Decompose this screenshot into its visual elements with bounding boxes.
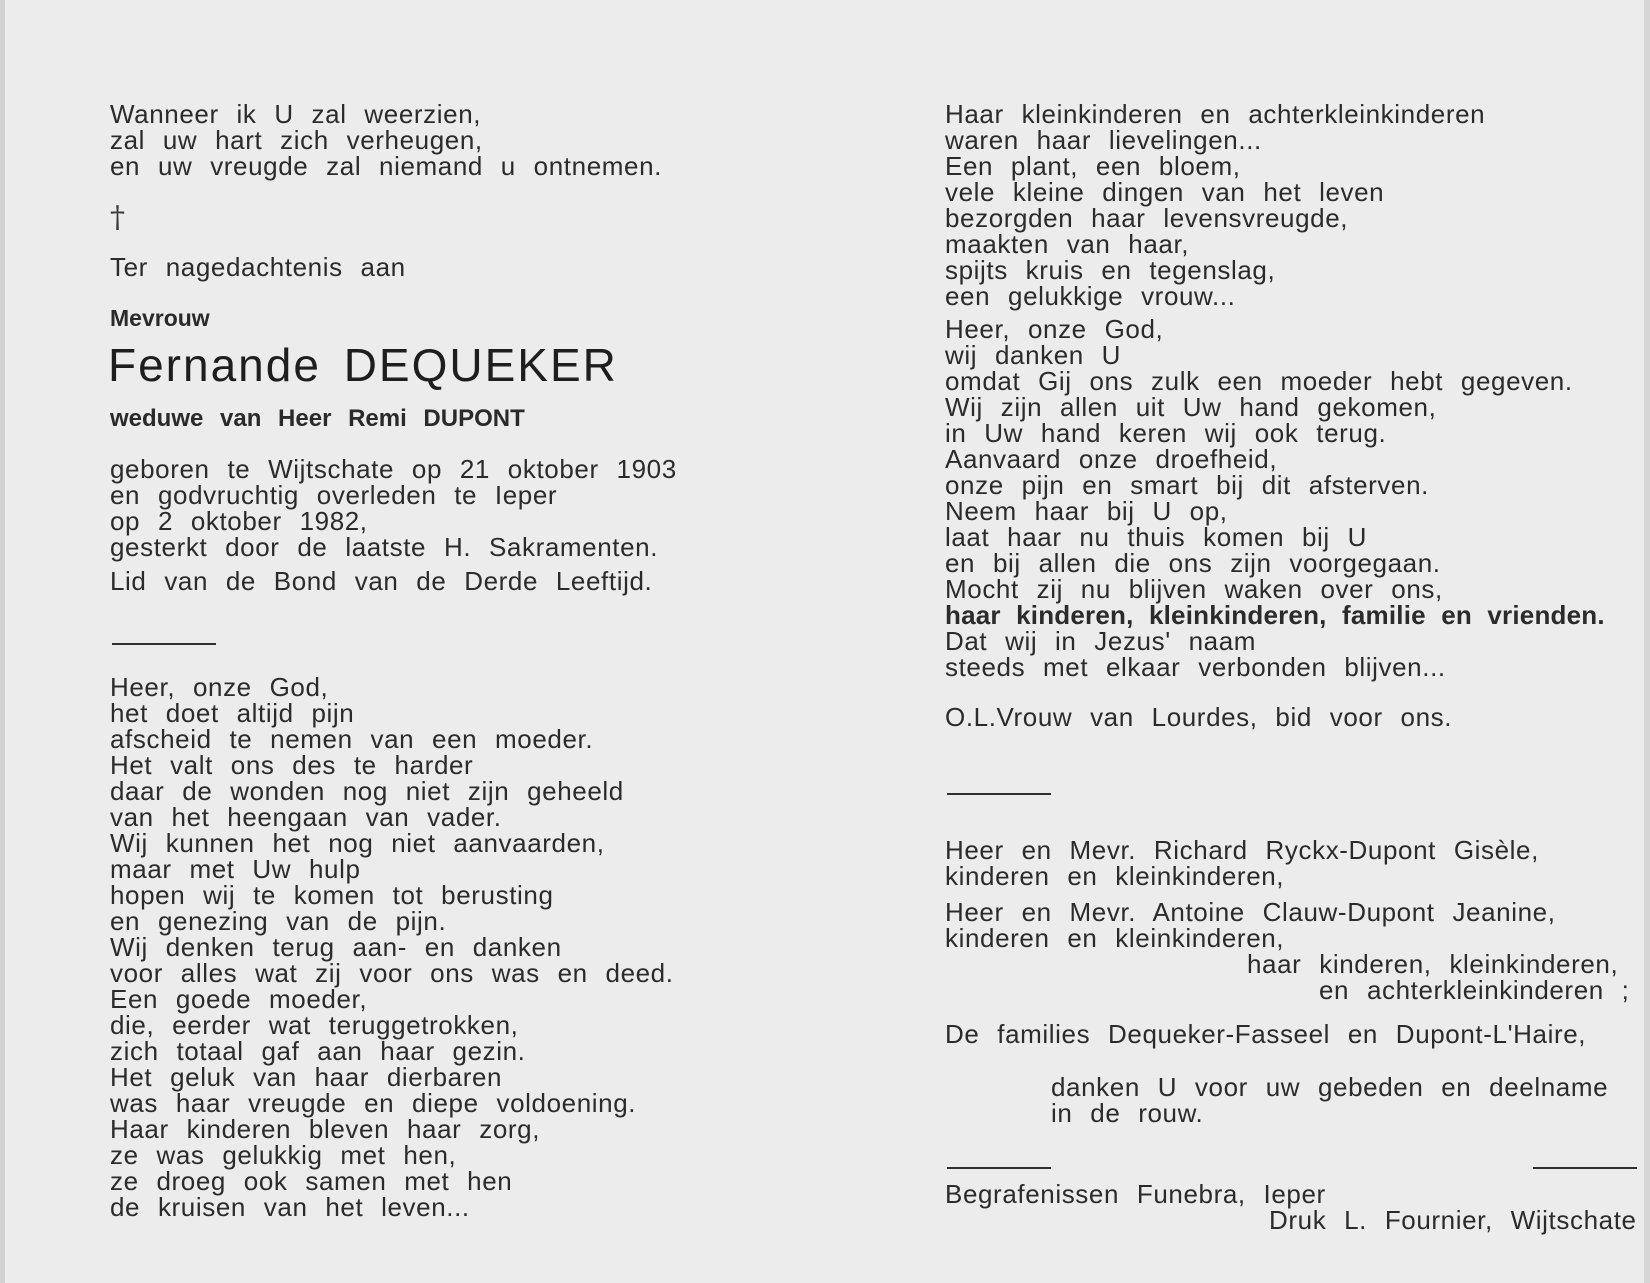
epigraph-line: en uw vreugde zal niemand u ontnemen. [110,151,662,181]
prayer-line: ze droeg ook samen met hen [110,1166,513,1196]
stanza-line: Haar kleinkinderen en achterkleinkinderen [945,99,1486,129]
stanza-line: wij danken U [945,340,1122,370]
stanza-line: Mocht zij nu blijven waken over ons, [945,574,1443,604]
family-line: haar kinderen, kleinkinderen, [1247,949,1619,979]
stanza-line: Een plant, een bloem, [945,151,1241,181]
stanza-line: waren haar lievelingen... [945,125,1262,155]
divider [947,1167,1051,1169]
prayer-line: Haar kinderen bleven haar zorg, [110,1114,541,1144]
prayer-line: de kruisen van het leven... [110,1192,470,1222]
prayer-line: en genezing van de pijn. [110,906,447,936]
prayer-line: daar de wonden nog niet zijn geheeld [110,776,624,806]
salutation: Mevrouw [110,305,210,331]
prayer-line: was haar vreugde en diepe voldoening. [110,1088,637,1118]
prayer-line: ze was gelukkig met hen, [110,1140,457,1170]
prayer-line: Wij denken terug aan- en danken [110,932,562,962]
thanks-line: danken U voor uw gebeden en deelname [1051,1072,1609,1102]
divider [947,793,1051,795]
epigraph-line: Wanneer ik U zal weerzien, [110,99,482,129]
prayer-line: maar met Uw hulp [110,854,361,884]
family-line: Heer en Mevr. Richard Ryckx-Dupont Gisèle, [945,835,1539,865]
prayer-line: Heer, onze God, [110,672,329,702]
prayer-line: Het valt ons des te harder [110,750,474,780]
prayer-line: Een goede moeder, [110,984,368,1014]
prayer-line: Het geluk van haar dierbaren [110,1062,503,1092]
stanza-line: in Uw hand keren wij ook terug. [945,418,1387,448]
deceased-name: Fernande DEQUEKER [108,339,618,391]
prayer-line: die, eerder wat teruggetrokken, [110,1010,519,1040]
life-line: gesterkt door de laatste H. Sakramenten. [110,532,659,562]
stanza-bold-line: haar kinderen, kleinkinderen, familie en vrienden. [945,600,1605,630]
membership-line: Lid van de Bond van de Derde Leeftijd. [110,566,653,596]
divider [1533,1167,1637,1169]
stanza-line: Neem haar bij U op, [945,496,1228,526]
stanza-line: Wij zijn allen uit Uw hand gekomen, [945,392,1437,422]
life-line: op 2 oktober 1982, [110,506,368,536]
invocation: O.L.Vrouw van Lourdes, bid voor ons. [945,702,1453,732]
stanza-line: maakten van haar, [945,229,1190,259]
prayer-line: voor alles wat zij voor ons was en deed. [110,958,674,988]
stanza-line: spijts kruis en tegenslag, [945,255,1276,285]
widow-of-line: weduwe van Heer Remi DUPONT [110,405,525,432]
families-line: De families Dequeker-Fasseel en Dupont-L'Haire, [945,1019,1587,1049]
prayer-line: afscheid te nemen van een moeder. [110,724,594,754]
stanza-line: steeds met elkaar verbonden blijven... [945,652,1446,682]
stanza-line: omdat Gij ons zulk een moeder hebt gegeven. [945,366,1573,396]
stanza-line: onze pijn en smart bij dit afsterven. [945,470,1429,500]
family-line: Heer en Mevr. Antoine Clauw-Dupont Jeanine, [945,897,1556,927]
life-line: geboren te Wijtschate op 21 oktober 1903 [110,454,677,484]
card-fold-edge-right [1644,0,1650,1283]
divider [112,643,216,645]
stanza-line: laat haar nu thuis komen bij U [945,522,1367,552]
in-memory-heading: Ter nagedachtenis aan [110,252,406,282]
epigraph-line: zal uw hart zich verheugen, [110,125,483,155]
printer: Druk L. Fournier, Wijtschate [1269,1205,1637,1235]
life-line: en godvruchtig overleden te Ieper [110,480,558,510]
prayer-line: zich totaal gaf aan haar gezin. [110,1036,526,1066]
stanza-line: Heer, onze God, [945,314,1164,344]
family-line: kinderen en kleinkinderen, [945,923,1285,953]
stanza-line: en bij allen die ons zijn voorgegaan. [945,548,1441,578]
prayer-line: van het heengaan van vader. [110,802,502,832]
thanks-line: in de rouw. [1051,1098,1204,1128]
cross-icon: † [110,200,125,235]
prayer-line: Wij kunnen het nog niet aanvaarden, [110,828,605,858]
card-fold-edge-left [0,0,5,1283]
stanza-line: vele kleine dingen van het leven [945,177,1385,207]
undertaker: Begrafenissen Funebra, Ieper [945,1179,1326,1209]
stanza-line: Aanvaard onze droefheid, [945,444,1278,474]
prayer-line: hopen wij te komen tot berusting [110,880,554,910]
stanza-line: Dat wij in Jezus' naam [945,626,1257,656]
stanza-line: bezorgden haar levensvreugde, [945,203,1349,233]
prayer-line: het doet altijd pijn [110,698,355,728]
family-line: kinderen en kleinkinderen, [945,861,1285,891]
family-line: en achterkleinkinderen ; [1319,975,1630,1005]
stanza-line: een gelukkige vrouw... [945,281,1236,311]
